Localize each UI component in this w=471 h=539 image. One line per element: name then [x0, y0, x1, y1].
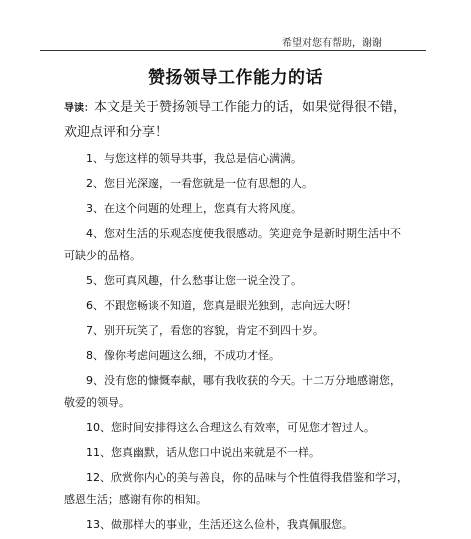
list-item: 5、您可真风趣，什么愁事让您一说全没了。: [86, 274, 302, 287]
list-item: 8、像你考虑问题这么细，不成功才怪。: [86, 349, 280, 362]
header-divider: [40, 50, 426, 51]
list-item: 6、不跟您畅谈不知道，您真是眼光独到，志向远大呀！: [86, 299, 357, 312]
list-item: 11、您真幽默，话从您口中说出来就是不一样。: [86, 446, 320, 459]
list-item: 4、您对生活的乐观态度使我很感动。笑迎竞争是新时期生活中不可缺少的品格。: [64, 227, 401, 262]
page-title: 赞扬领导工作能力的话: [148, 68, 323, 88]
intro-label: 导读：: [64, 103, 94, 114]
list-item: 12、欣赏你内心的美与善良，你的品味与个性值得我借鉴和学习，感恩生活；感谢有你的相知。: [64, 471, 408, 506]
list-item: 7、别开玩笑了，看您的容貌，肯定不到四十岁。: [86, 324, 324, 337]
list-item: 9、没有您的慷慨奉献，哪有我收获的今天。十二万分地感谢您，敬爱的领导。: [64, 374, 401, 409]
phrase-list: [64, 148, 410, 539]
intro-text: 本文是关于赞扬领导工作能力的话，如果觉得很不错，欢迎点评和分享！: [64, 100, 407, 140]
list-item: 13、做那样大的事业，生活还这么俭朴，我真佩服您。: [86, 518, 353, 531]
list-item: 10、您时间安排得这么合理这么有效率，可见您才智过人。: [86, 421, 375, 434]
intro-paragraph: [64, 96, 414, 145]
header-note: 希望对您有帮助，谢谢: [282, 38, 382, 49]
list-item: 1、与您这样的领导共事，我总是信心满满。: [86, 152, 302, 165]
list-item: 2、您目光深邃，一看您就是一位有思想的人。: [86, 177, 313, 190]
list-item: 3、在这个问题的处理上，您真有大将风度。: [86, 202, 302, 215]
